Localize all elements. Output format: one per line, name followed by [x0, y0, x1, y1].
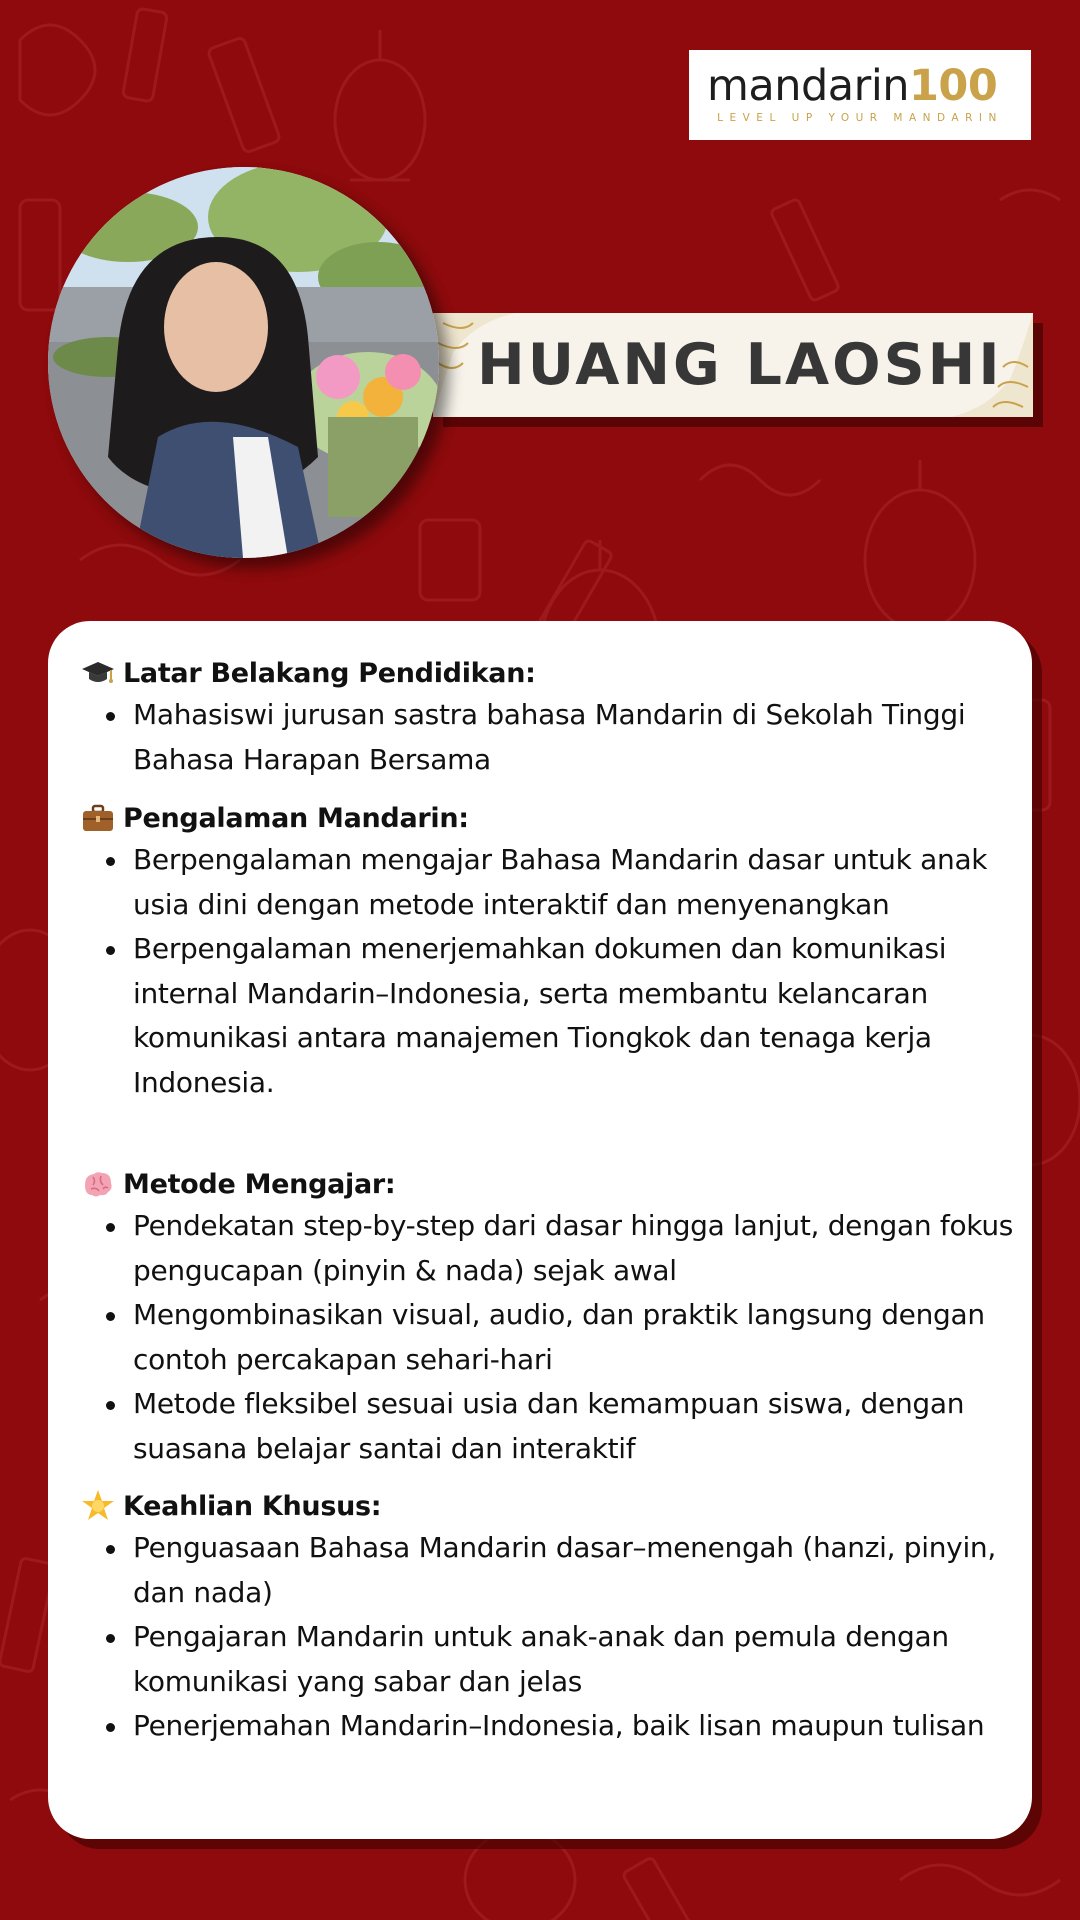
briefcase-icon	[81, 801, 115, 835]
section-special-skills	[81, 1486, 1021, 1749]
item-list	[81, 693, 1021, 782]
item-list	[81, 1204, 1021, 1471]
section-teaching-method	[81, 1164, 1021, 1471]
section-experience	[81, 798, 1021, 1105]
name-banner	[433, 313, 1033, 417]
list-item: Berpengalaman mengajar Bahasa Mandarin dasar untuk anak usia dini dengan metode interaktif dan menyenangkan	[81, 838, 1021, 927]
list-item: Penguasaan Bahasa Mandarin dasar–menengah (hanzi, pinyin, dan nada)	[81, 1526, 1021, 1615]
list-item: Pendekatan step-by-step dari dasar hingga lanjut, dengan fokus pengucapan (pinyin & nada) sejak awal	[81, 1204, 1021, 1293]
list-item: Mengombinasikan visual, audio, dan praktik langsung dengan contoh percakapan sehari-hari	[81, 1293, 1021, 1382]
section-title: Latar Belakang Pendidikan:	[123, 657, 536, 689]
teacher-photo	[48, 167, 439, 558]
logo-tagline: LEVEL UP YOUR MANDARIN	[717, 112, 1003, 124]
section-header	[81, 1164, 1021, 1204]
graduation-cap-icon	[81, 656, 115, 690]
section-header	[81, 1486, 1021, 1526]
brand-logo	[689, 50, 1031, 140]
star-icon	[81, 1489, 115, 1523]
section-header	[81, 798, 1021, 838]
section-title: Pengalaman Mandarin:	[123, 802, 469, 834]
list-item: Berpengalaman menerjemahkan dokumen dan komunikasi internal Mandarin–Indonesia, serta membantu kelancaran komunikasi antara manajemen Tiongkok dan tenaga kerja Indonesia.	[81, 927, 1021, 1105]
brain-icon	[81, 1167, 115, 1201]
list-item: Metode fleksibel sesuai usia dan kemampuan siswa, dengan suasana belajar santai dan interaktif	[81, 1382, 1021, 1471]
list-item: Mahasiswi jurusan sastra bahasa Mandarin di Sekolah Tinggi Bahasa Harapan Bersama	[81, 693, 1021, 782]
teacher-name: HUANG LAOSHI	[477, 332, 1003, 398]
section-title: Keahlian Khusus:	[123, 1490, 382, 1522]
teacher-portrait	[48, 167, 439, 558]
logo-word: mandarin	[707, 61, 910, 111]
profile-card	[48, 621, 1032, 1839]
logo-number: 100	[909, 61, 998, 111]
section-header	[81, 653, 1021, 693]
section-education	[81, 653, 1021, 782]
item-list	[81, 1526, 1021, 1749]
section-title: Metode Mengajar:	[123, 1168, 396, 1200]
list-item: Pengajaran Mandarin untuk anak-anak dan pemula dengan komunikasi yang sabar dan jelas	[81, 1615, 1021, 1704]
logo-wordmark	[707, 58, 997, 114]
list-item: Penerjemahan Mandarin–Indonesia, baik lisan maupun tulisan	[81, 1704, 1021, 1749]
item-list	[81, 838, 1021, 1105]
